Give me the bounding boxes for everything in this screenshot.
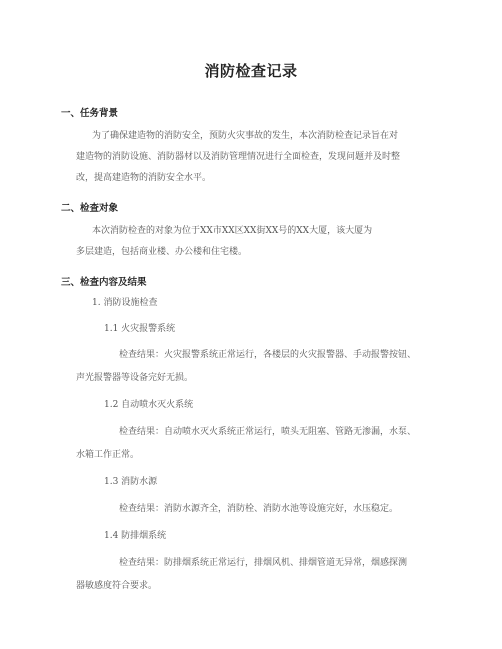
- result-line: 器敏感度符合要求。: [76, 581, 158, 591]
- paragraph-line: 改，提高建造物的消防安全水平。: [76, 173, 212, 183]
- section-heading-content: 三、检查内容及结果: [61, 277, 147, 288]
- result-line: 声光报警器等设备完好无损。: [76, 373, 194, 383]
- paragraph-line: 建造物的消防设施、消防器材以及消防管理情况进行全面检查，发现问题并及时整: [76, 152, 401, 162]
- list-item-facilities: 1. 消防设施检查: [92, 298, 158, 308]
- paragraph-line: 本次消防检查的对象为位于XX市XX区XX街XX号的XX大厦，该大厦为: [92, 226, 373, 236]
- paragraph-line: 为了确保建造物的消防安全，预防火灾事故的发生，本次消防检查记录旨在对: [92, 131, 399, 141]
- section-heading-background: 一、任务背景: [61, 108, 119, 119]
- subitem-label: 1.2 自动喷水灭火系统: [104, 400, 194, 410]
- subitem-label: 1.3 消防水源: [104, 477, 158, 487]
- section-heading-target: 二、检查对象: [61, 203, 119, 214]
- result-line: 水箱工作正常。: [76, 450, 140, 460]
- result-line: 检查结果：火灾报警系统正常运行，各楼层的火灾报警器、手动报警按钮、: [119, 350, 417, 360]
- subitem-label: 1.4 防排烟系统: [104, 531, 167, 541]
- result-line: 检查结果：自动喷水灭火系统正常运行，喷头无阻塞、管路无渗漏，水泵、: [119, 427, 417, 437]
- subitem-label: 1.1 火灾报警系统: [104, 324, 176, 334]
- result-line: 检查结果：防排烟系统正常运行，排烟风机、排烟管道无异常，烟感探测: [119, 558, 408, 568]
- document-title: 消防检查记录: [204, 62, 298, 80]
- paragraph-line: 多层建造，包括商业楼、办公楼和住宅楼。: [76, 247, 248, 257]
- result-line: 检查结果：消防水源齐全，消防栓、消防水池等设施完好，水压稳定。: [119, 504, 399, 514]
